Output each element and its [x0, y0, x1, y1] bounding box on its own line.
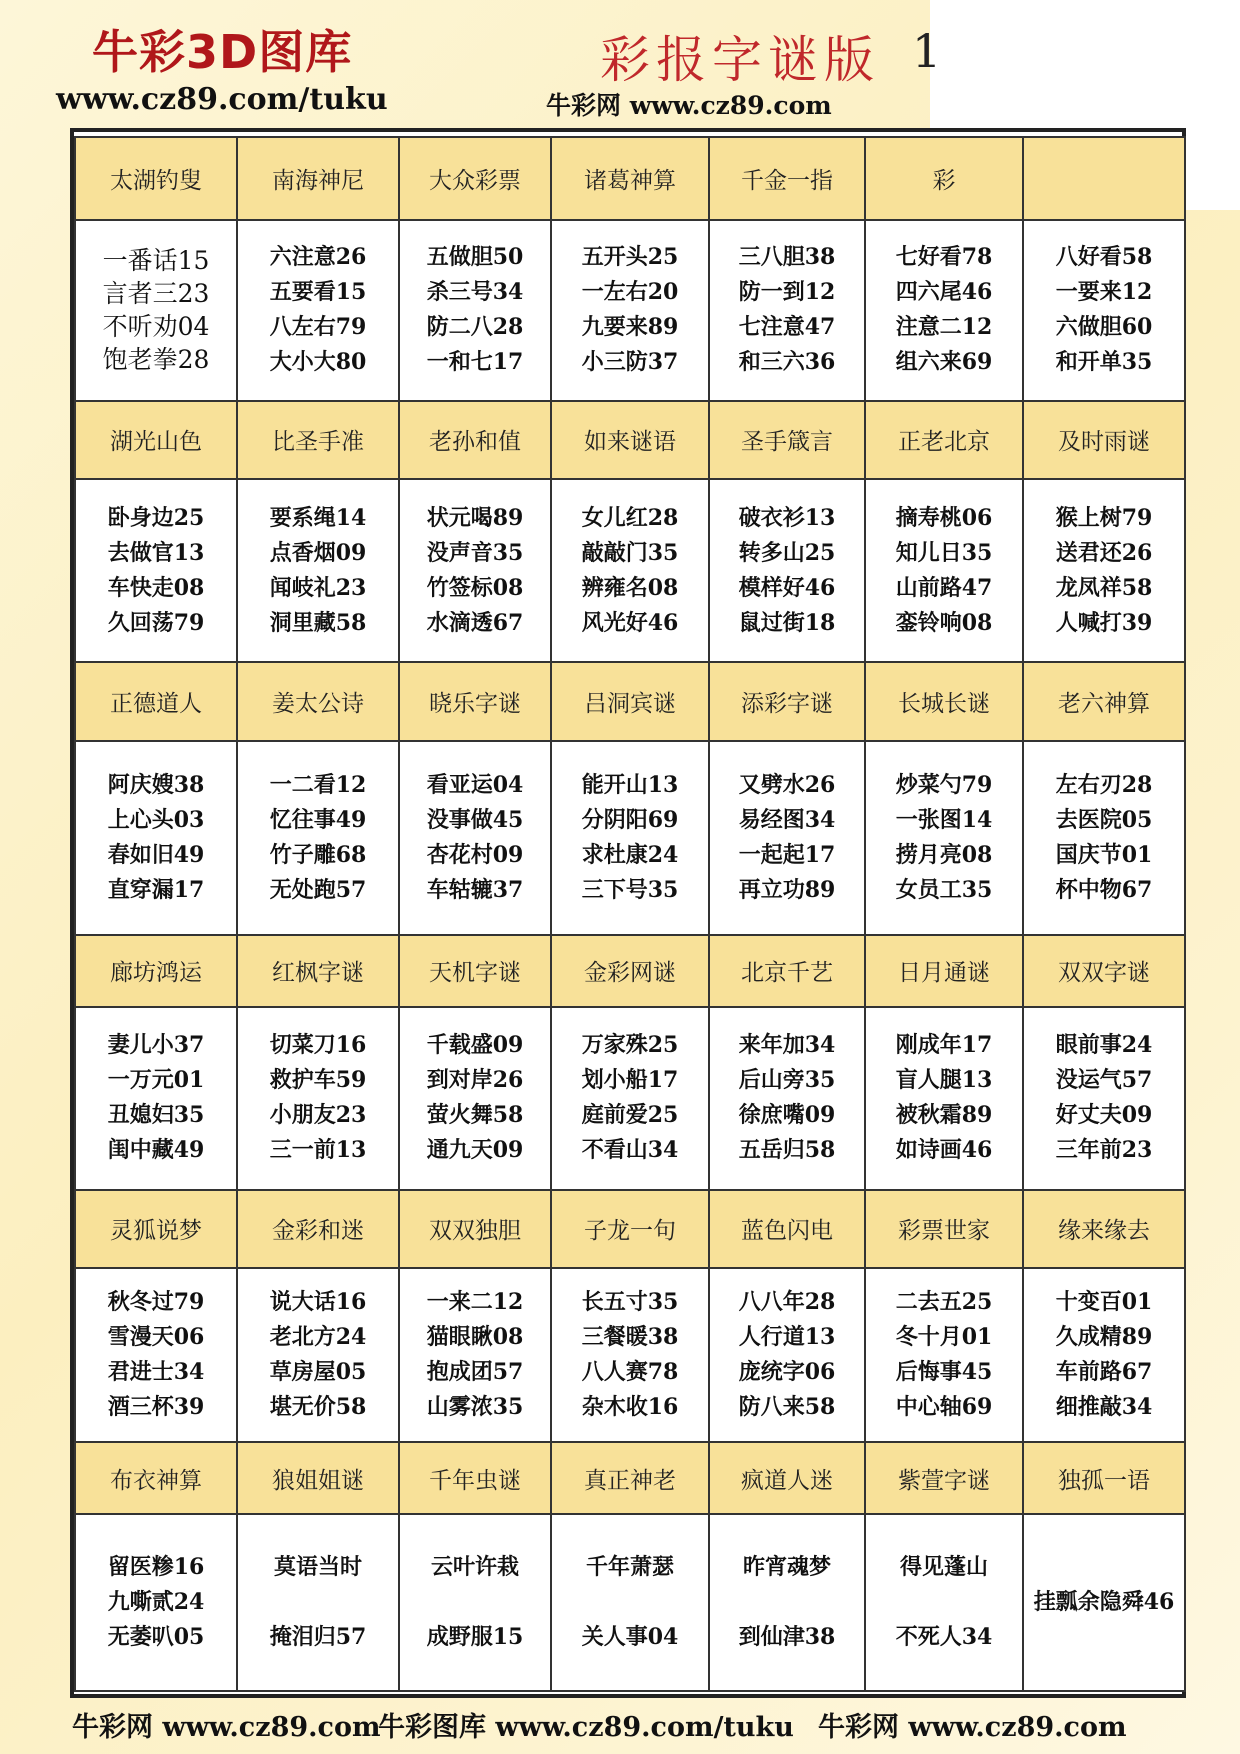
riddle-row	[75, 1514, 1185, 1691]
edition-title: 彩报字谜版	[600, 31, 880, 89]
header-row	[75, 1190, 1185, 1268]
column-name-cell: 独孤一语	[1023, 1442, 1185, 1514]
riddle-cell	[709, 741, 865, 935]
riddle-line: 国庆节01	[1055, 841, 1153, 868]
riddle-cell	[75, 1514, 237, 1691]
riddle-cell	[75, 479, 237, 662]
riddle-line: 銮铃响08	[895, 609, 993, 636]
riddle-line: 看亚运04	[426, 771, 524, 798]
riddle-cell	[399, 1514, 551, 1691]
site-line: 牛彩网 www.cz89.com	[546, 91, 832, 120]
riddle-cell	[551, 1268, 709, 1442]
riddle-row	[75, 220, 1185, 401]
riddle-line: 能开山13	[581, 771, 679, 798]
riddle-line: 徐庶嘴09	[738, 1102, 836, 1129]
riddle-line: 妻儿小37	[107, 1032, 205, 1059]
riddle-cell	[1023, 1514, 1185, 1691]
riddle-row	[75, 479, 1185, 662]
riddle-cell	[551, 479, 709, 662]
column-name-cell: 天机字谜	[399, 935, 551, 1007]
riddle-line: 一番话15	[102, 246, 210, 276]
riddle-cell	[75, 220, 237, 401]
riddle-line: 杯中物67	[1055, 876, 1153, 903]
riddle-cell	[865, 1007, 1023, 1190]
riddle-line: 一万元01	[107, 1067, 205, 1094]
riddle-cell	[1023, 220, 1185, 401]
riddle-line: 洞里藏58	[269, 609, 367, 636]
riddle-line: 庭前爱25	[581, 1102, 679, 1129]
riddle-line: 雪漫天06	[107, 1324, 205, 1351]
riddle-line: 酒三杯39	[107, 1394, 205, 1421]
column-name-cell: 疯道人迷	[709, 1442, 865, 1514]
riddle-line	[552, 1585, 708, 1620]
riddle-line: 说大话16	[269, 1289, 367, 1316]
column-name-cell: 千年虫谜	[399, 1442, 551, 1514]
column-name-cell: 灵狐说梦	[75, 1190, 237, 1268]
riddle-row	[75, 1268, 1185, 1442]
column-name-cell: 双双独胆	[399, 1190, 551, 1268]
riddle-line: 昨宵魂梦	[742, 1554, 831, 1581]
riddle-cell	[237, 1268, 399, 1442]
riddle-cell	[865, 479, 1023, 662]
column-name-cell: 彩票世家	[865, 1190, 1023, 1268]
riddle-line: 竹子雕68	[269, 841, 367, 868]
riddle-line: 成野服15	[426, 1624, 524, 1651]
column-name-cell: 姜太公诗	[237, 662, 399, 740]
riddle-line: 水滴透67	[426, 609, 524, 636]
riddle-cell	[865, 1268, 1023, 1442]
column-name-cell: 及时雨谜	[1023, 401, 1185, 479]
column-name-cell: 太湖钓叟	[75, 137, 237, 220]
riddle-line: 一左右20	[581, 279, 679, 306]
riddle-line: 老北方24	[269, 1324, 367, 1351]
riddle-line: 没声音35	[426, 539, 524, 566]
riddle-line: 后悔事45	[895, 1359, 993, 1386]
riddle-line: 辨雍名08	[581, 574, 679, 601]
column-name-cell: 正德道人	[75, 662, 237, 740]
riddle-line: 四六尾46	[895, 279, 993, 306]
riddle-cell	[399, 220, 551, 401]
riddle-line: 上心头03	[107, 806, 205, 833]
column-name-cell: 缘来缘去	[1023, 1190, 1185, 1268]
riddle-cell	[399, 1268, 551, 1442]
riddle-line: 九嘶贰24	[107, 1589, 205, 1616]
riddle-line: 救护车59	[269, 1067, 367, 1094]
column-name-cell: 子龙一句	[551, 1190, 709, 1268]
riddle-line: 好丈夫09	[1055, 1102, 1153, 1129]
riddle-line: 猴上树79	[1055, 504, 1153, 531]
riddle-line: 和三六36	[738, 349, 836, 376]
riddle-cell	[237, 220, 399, 401]
riddle-line: 无处跑57	[269, 876, 367, 903]
riddle-line: 三餐暖38	[581, 1324, 679, 1351]
riddle-line: 八八年28	[738, 1289, 836, 1316]
riddle-line: 一来二12	[426, 1289, 524, 1316]
column-name-cell: 添彩字谜	[709, 662, 865, 740]
riddle-line: 抱成团57	[426, 1359, 524, 1386]
footer-left: 牛彩网 www.cz89.com	[72, 1712, 381, 1743]
riddle-cell	[865, 741, 1023, 935]
riddle-line: 去做官13	[107, 539, 205, 566]
riddle-line: 到对岸26	[426, 1067, 524, 1094]
riddle-line: 莫语当时	[273, 1554, 362, 1581]
riddle-line: 点香烟09	[269, 539, 367, 566]
column-name-cell: 北京千艺	[709, 935, 865, 1007]
riddle-cell	[551, 1514, 709, 1691]
footer-right: 牛彩网 www.cz89.com	[818, 1712, 1127, 1743]
header-row	[75, 662, 1185, 740]
riddle-line	[710, 1585, 864, 1620]
riddle-line: 眼前事24	[1055, 1032, 1153, 1059]
riddle-line: 丑媳妇35	[107, 1102, 205, 1129]
column-name-cell: 晓乐字谜	[399, 662, 551, 740]
riddle-line	[866, 1585, 1022, 1620]
riddle-line: 二去五25	[895, 1289, 993, 1316]
riddle-cell	[709, 1514, 865, 1691]
riddle-line: 卧身边25	[107, 504, 205, 531]
riddle-cell	[75, 741, 237, 935]
riddle-line: 直穿漏17	[107, 876, 205, 903]
riddle-line: 防一到12	[738, 279, 836, 306]
riddle-line: 闺中藏49	[107, 1137, 205, 1164]
riddle-line: 一起起17	[738, 841, 836, 868]
riddle-line	[238, 1585, 398, 1620]
riddle-line: 被秋霜89	[895, 1102, 993, 1129]
riddle-line: 又劈水26	[738, 771, 836, 798]
riddle-line: 杀三号34	[426, 279, 524, 306]
riddle-line: 八好看58	[1055, 244, 1153, 271]
riddle-line: 留医糁16	[107, 1554, 205, 1581]
riddle-line: 七注意47	[738, 314, 836, 341]
riddle-line: 刚成年17	[895, 1032, 993, 1059]
riddle-line: 忆往事49	[269, 806, 367, 833]
riddle-line: 阿庆嫂38	[107, 771, 205, 798]
riddle-line: 万家殊25	[581, 1032, 679, 1059]
riddle-line: 杏花村09	[426, 841, 524, 868]
riddle-line: 山前路47	[895, 574, 993, 601]
riddle-cell	[551, 741, 709, 935]
column-name-cell: 圣手箴言	[709, 401, 865, 479]
riddle-line: 炒菜勺79	[895, 771, 993, 798]
riddle-line: 五岳归58	[738, 1137, 836, 1164]
riddle-line: 得见蓬山	[899, 1554, 988, 1581]
riddle-line: 君进士34	[107, 1359, 205, 1386]
riddle-line: 不听劝04	[102, 312, 210, 342]
column-name-cell: 布衣神算	[75, 1442, 237, 1514]
column-name-cell: 金彩和迷	[237, 1190, 399, 1268]
riddle-line: 竹签标08	[426, 574, 524, 601]
column-name-cell: 湖光山色	[75, 401, 237, 479]
riddle-cell	[865, 1514, 1023, 1691]
riddle-line: 组六来69	[895, 349, 993, 376]
riddle-line: 八人赛78	[581, 1359, 679, 1386]
column-name-cell: 狼姐姐谜	[237, 1442, 399, 1514]
column-name-cell	[1023, 137, 1185, 220]
riddle-line: 求杜康24	[581, 841, 679, 868]
riddle-line: 饱老拳28	[102, 345, 210, 375]
riddle-line: 中心轴69	[895, 1394, 993, 1421]
riddle-line: 到仙津38	[738, 1624, 836, 1651]
column-name-cell: 蓝色闪电	[709, 1190, 865, 1268]
riddle-line: 掩泪归57	[269, 1624, 367, 1651]
column-name-cell: 紫萱字谜	[865, 1442, 1023, 1514]
riddle-line: 如诗画46	[895, 1137, 993, 1164]
riddle-cell	[399, 479, 551, 662]
riddle-line: 车前路67	[1055, 1359, 1153, 1386]
edition-number: 1	[912, 24, 942, 78]
riddle-line: 摘寿桃06	[895, 504, 993, 531]
riddle-line: 注意二12	[895, 314, 993, 341]
riddle-line: 人喊打39	[1055, 609, 1153, 636]
riddle-line: 女员工35	[895, 876, 993, 903]
riddle-cell	[1023, 1268, 1185, 1442]
riddle-line: 十变百01	[1055, 1289, 1153, 1316]
column-name-cell: 吕洞宾谜	[551, 662, 709, 740]
riddle-line: 送君还26	[1055, 539, 1153, 566]
riddle-line: 不死人34	[895, 1624, 993, 1651]
column-name-cell: 如来谜语	[551, 401, 709, 479]
riddle-cell	[709, 479, 865, 662]
column-name-cell: 千金一指	[709, 137, 865, 220]
column-name-cell: 诸葛神算	[551, 137, 709, 220]
column-name-cell: 真正神老	[551, 1442, 709, 1514]
riddle-line: 一二看12	[269, 771, 367, 798]
riddle-line: 捞月亮08	[895, 841, 993, 868]
column-name-cell: 南海神尼	[237, 137, 399, 220]
riddle-line: 细推敲34	[1055, 1394, 1153, 1421]
riddle-line: 来年加34	[738, 1032, 836, 1059]
column-name-cell: 比圣手准	[237, 401, 399, 479]
riddle-line: 车轱辘37	[426, 876, 524, 903]
riddle-cell	[75, 1007, 237, 1190]
header-row	[75, 1442, 1185, 1514]
riddle-line: 一张图14	[895, 806, 993, 833]
riddle-line: 破衣衫13	[738, 504, 836, 531]
riddle-line: 山雾浓35	[426, 1394, 524, 1421]
riddle-line: 模样好46	[738, 574, 836, 601]
riddle-line: 六注意26	[269, 244, 367, 271]
riddle-line: 杂木收16	[581, 1394, 679, 1421]
riddle-line: 左右刃28	[1055, 771, 1153, 798]
riddle-line: 千年萧瑟	[585, 1554, 674, 1581]
riddle-line: 人行道13	[738, 1324, 836, 1351]
riddle-line: 堪无价58	[269, 1394, 367, 1421]
riddle-line: 切菜刀16	[269, 1032, 367, 1059]
riddle-cell	[865, 220, 1023, 401]
riddle-line: 防二八28	[426, 314, 524, 341]
brand-url: www.cz89.com/tuku	[56, 82, 388, 117]
riddle-line: 七好看78	[895, 244, 993, 271]
riddle-line: 再立功89	[738, 876, 836, 903]
riddle-line: 龙凤祥58	[1055, 574, 1153, 601]
column-name-cell: 长城长谜	[865, 662, 1023, 740]
riddle-line: 一和七17	[426, 349, 524, 376]
riddle-line: 云叶许栽	[430, 1554, 519, 1581]
riddle-line: 小三防37	[581, 349, 679, 376]
riddle-line: 转多山25	[738, 539, 836, 566]
riddle-line: 草房屋05	[269, 1359, 367, 1386]
riddle-cell	[709, 220, 865, 401]
riddle-line: 闻岐礼23	[269, 574, 367, 601]
riddle-line: 九要来89	[581, 314, 679, 341]
brand-title: 牛彩3D图库	[92, 25, 353, 79]
riddle-line: 通九天09	[426, 1137, 524, 1164]
riddle-line: 要系绳14	[269, 504, 367, 531]
riddle-line: 分阴阳69	[581, 806, 679, 833]
riddle-line: 关人事04	[581, 1624, 679, 1651]
riddle-cell	[709, 1268, 865, 1442]
riddle-line: 三年前23	[1055, 1137, 1153, 1164]
riddle-cell	[237, 741, 399, 935]
riddle-cell	[237, 1007, 399, 1190]
riddle-line: 三下号35	[581, 876, 679, 903]
riddle-line	[400, 1585, 550, 1620]
column-name-cell: 双双字谜	[1023, 935, 1185, 1007]
riddle-line: 女儿红28	[581, 504, 679, 531]
riddle-row	[75, 741, 1185, 935]
riddle-line: 五开头25	[581, 244, 679, 271]
riddle-line: 庞统字06	[738, 1359, 836, 1386]
riddle-line: 小朋友23	[269, 1102, 367, 1129]
riddle-line: 风光好46	[581, 609, 679, 636]
riddle-line: 不看山34	[581, 1137, 679, 1164]
riddle-line: 状元喝89	[426, 504, 524, 531]
riddle-line: 千载盛09	[426, 1032, 524, 1059]
header-row	[75, 137, 1185, 220]
riddle-line: 防八来58	[738, 1394, 836, 1421]
riddle-line: 划小船17	[581, 1067, 679, 1094]
riddle-line: 盲人腿13	[895, 1067, 993, 1094]
riddle-cell	[709, 1007, 865, 1190]
column-name-cell: 老六神算	[1023, 662, 1185, 740]
column-name-cell: 金彩网谜	[551, 935, 709, 1007]
riddle-line: 冬十月01	[895, 1324, 993, 1351]
riddle-line: 长五寸35	[581, 1289, 679, 1316]
riddle-line: 五要看15	[269, 279, 367, 306]
column-name-cell: 大众彩票	[399, 137, 551, 220]
riddle-line: 秋冬过79	[107, 1289, 205, 1316]
riddle-line: 知儿日35	[895, 539, 993, 566]
riddle-line: 五做胆50	[426, 244, 524, 271]
riddle-line: 三一前13	[269, 1137, 367, 1164]
riddle-line: 没事做45	[426, 806, 524, 833]
footer-middle: 牛彩图库 www.cz89.com/tuku	[378, 1712, 794, 1743]
riddle-line: 春如旧49	[107, 841, 205, 868]
riddle-cell	[1023, 741, 1185, 935]
column-name-cell: 红枫字谜	[237, 935, 399, 1007]
column-name-cell: 廊坊鸿运	[75, 935, 237, 1007]
riddle-line: 敲敲门35	[581, 539, 679, 566]
riddle-cell	[1023, 1007, 1185, 1190]
column-name-cell: 彩	[865, 137, 1023, 220]
riddle-line: 猫眼瞅08	[426, 1324, 524, 1351]
riddle-cell	[399, 741, 551, 935]
column-name-cell: 老孙和值	[399, 401, 551, 479]
riddle-line: 挂瓢余隐舜46	[1033, 1589, 1175, 1616]
riddle-line: 去医院05	[1055, 806, 1153, 833]
column-name-cell: 日月通谜	[865, 935, 1023, 1007]
riddle-line: 大小大80	[269, 349, 367, 376]
riddle-line: 没运气57	[1055, 1067, 1153, 1094]
riddle-cell	[551, 220, 709, 401]
header-row	[75, 401, 1185, 479]
riddle-line: 六做胆60	[1055, 314, 1153, 341]
riddle-line: 久成精89	[1055, 1324, 1153, 1351]
riddle-line: 后山旁35	[738, 1067, 836, 1094]
riddle-line: 一要来12	[1055, 279, 1153, 306]
riddle-line: 车快走08	[107, 574, 205, 601]
column-name-cell: 正老北京	[865, 401, 1023, 479]
riddle-line: 言者三23	[102, 279, 210, 309]
riddle-cell	[237, 479, 399, 662]
riddle-cell	[75, 1268, 237, 1442]
riddle-line: 八左右79	[269, 314, 367, 341]
riddle-line: 易经图34	[738, 806, 836, 833]
riddle-cell	[1023, 479, 1185, 662]
riddle-cell	[551, 1007, 709, 1190]
riddle-cell	[237, 1514, 399, 1691]
riddle-line: 无萎叭05	[107, 1624, 205, 1651]
riddle-line: 久回荡79	[107, 609, 205, 636]
riddle-line: 鼠过街18	[738, 609, 836, 636]
riddle-row	[75, 1007, 1185, 1190]
riddle-cell	[399, 1007, 551, 1190]
riddle-line: 三八胆38	[738, 244, 836, 271]
riddle-line: 萤火舞58	[426, 1102, 524, 1129]
riddle-table	[74, 136, 1186, 1692]
riddle-line: 和开单35	[1055, 349, 1153, 376]
header-row	[75, 935, 1185, 1007]
